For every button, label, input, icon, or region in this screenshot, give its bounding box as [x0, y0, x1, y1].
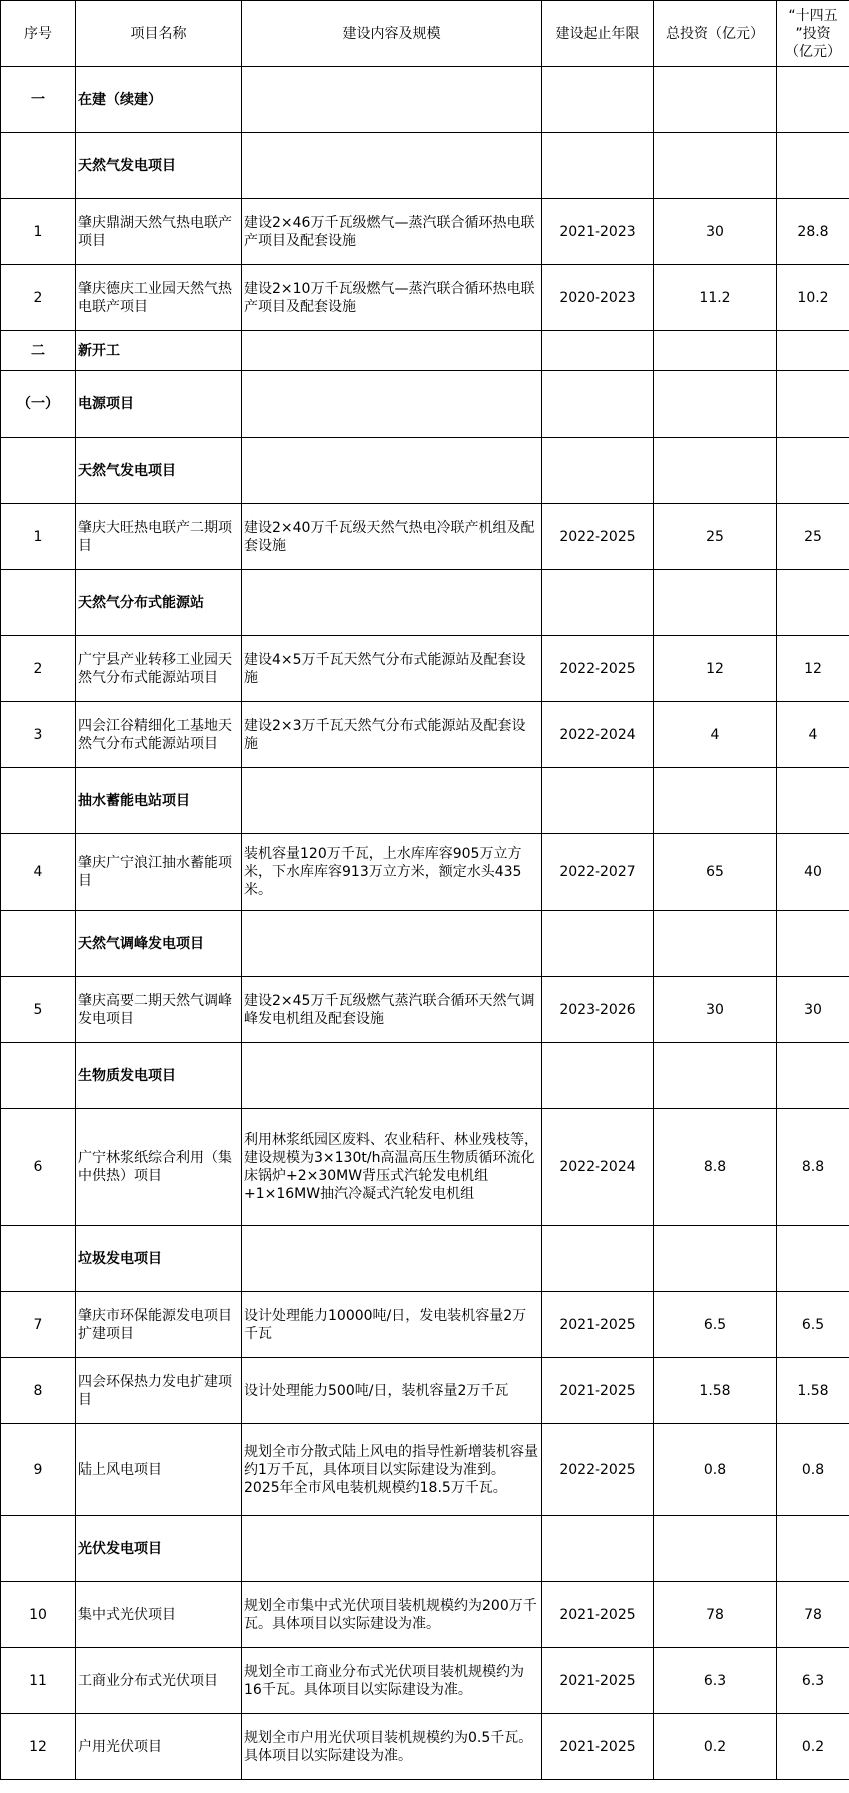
cell-seq [1, 768, 76, 834]
cell-seq [1, 1043, 76, 1109]
cell-total-investment: 0.8 [654, 1424, 777, 1516]
cell-period [542, 371, 654, 438]
header-fyp-investment [777, 1, 849, 67]
header-total-investment: 总投资（亿元） [654, 1, 777, 67]
cell-name: 工商业分布式光伏项目 [76, 1648, 242, 1714]
table-row [1, 1358, 849, 1424]
cell-period: 2021-2025 [542, 1648, 654, 1714]
cell-name: 垃圾发电项目 [76, 1226, 242, 1292]
cell-total-investment: 30 [654, 199, 777, 265]
cell-period: 2021-2025 [542, 1714, 654, 1780]
cell-seq: 1 [1, 504, 76, 570]
cell-period [542, 911, 654, 977]
cell-content: 建设2×46万千瓦级燃气—蒸汽联合循环热电联产项目及配套设施 [242, 199, 542, 265]
cell-total-investment: 30 [654, 977, 777, 1043]
cell-content: 建设2×45万千瓦级燃气蒸汽联合循环天然气调峰发电机组及配套设施 [242, 977, 542, 1043]
table-row [1, 1292, 849, 1358]
table-row [1, 438, 849, 504]
cell-seq [1, 133, 76, 199]
cell-seq: 9 [1, 1424, 76, 1516]
cell-fyp-investment: 10.2 [777, 265, 849, 331]
cell-seq [1, 911, 76, 977]
cell-period [542, 1516, 654, 1582]
cell-name: 光伏发电项目 [76, 1516, 242, 1582]
cell-period [542, 1043, 654, 1109]
cell-name: 天然气发电项目 [76, 438, 242, 504]
cell-name: 肇庆高要二期天然气调峰发电项目 [76, 977, 242, 1043]
cell-content [242, 1226, 542, 1292]
table-row [1, 67, 849, 133]
cell-name: 抽水蓄能电站项目 [76, 768, 242, 834]
cell-name: 新开工 [76, 331, 242, 371]
cell-content [242, 570, 542, 636]
cell-name: 在建（续建） [76, 67, 242, 133]
cell-content [242, 67, 542, 133]
cell-period [542, 768, 654, 834]
cell-fyp-investment [777, 570, 849, 636]
cell-content [242, 911, 542, 977]
cell-total-investment: 0.2 [654, 1714, 777, 1780]
cell-period: 2022-2025 [542, 1424, 654, 1516]
cell-seq: 1 [1, 199, 76, 265]
cell-total-investment [654, 67, 777, 133]
table-row [1, 331, 849, 371]
header-fyp-line2: ”投资 [795, 25, 831, 42]
cell-total-investment [654, 1226, 777, 1292]
cell-fyp-investment [777, 133, 849, 199]
cell-seq: 3 [1, 702, 76, 768]
cell-seq: 一 [1, 67, 76, 133]
cell-seq: 4 [1, 834, 76, 911]
table-row [1, 702, 849, 768]
cell-name: 陆上风电项目 [76, 1424, 242, 1516]
cell-total-investment [654, 371, 777, 438]
cell-fyp-investment [777, 1043, 849, 1109]
table-row [1, 1648, 849, 1714]
cell-name: 生物质发电项目 [76, 1043, 242, 1109]
cell-name: 广宁县产业转移工业园天然气分布式能源站项目 [76, 636, 242, 702]
cell-content: 规划全市工商业分布式光伏项目装机规模约为16千瓦。具体项目以实际建设为准。 [242, 1648, 542, 1714]
table-row [1, 768, 849, 834]
cell-period [542, 67, 654, 133]
cell-period: 2021-2023 [542, 199, 654, 265]
cell-fyp-investment: 25 [777, 504, 849, 570]
cell-name: 肇庆大旺热电联产二期项目 [76, 504, 242, 570]
table-row [1, 977, 849, 1043]
table-row [1, 265, 849, 331]
cell-content: 设计处理能力500吨/日，装机容量2万千瓦 [242, 1358, 542, 1424]
table-row [1, 1714, 849, 1780]
cell-content [242, 331, 542, 371]
header-name: 项目名称 [76, 1, 242, 67]
cell-period: 2020-2023 [542, 265, 654, 331]
cell-period [542, 570, 654, 636]
cell-name: 肇庆德庆工业园天然气热电联产项目 [76, 265, 242, 331]
cell-seq [1, 1516, 76, 1582]
cell-total-investment: 6.5 [654, 1292, 777, 1358]
cell-seq: 2 [1, 265, 76, 331]
cell-content: 规划全市集中式光伏项目装机规模约为200万千瓦。具体项目以实际建设为准。 [242, 1582, 542, 1648]
cell-total-investment [654, 1516, 777, 1582]
cell-fyp-investment: 12 [777, 636, 849, 702]
cell-total-investment: 11.2 [654, 265, 777, 331]
cell-seq [1, 1226, 76, 1292]
cell-period: 2022-2025 [542, 504, 654, 570]
cell-fyp-investment: 40 [777, 834, 849, 911]
cell-name: 户用光伏项目 [76, 1714, 242, 1780]
cell-period: 2022-2024 [542, 1109, 654, 1226]
cell-fyp-investment: 28.8 [777, 199, 849, 265]
cell-total-investment [654, 331, 777, 371]
cell-fyp-investment: 8.8 [777, 1109, 849, 1226]
cell-fyp-investment [777, 371, 849, 438]
cell-total-investment [654, 768, 777, 834]
table-row [1, 1582, 849, 1648]
cell-fyp-investment: 0.2 [777, 1714, 849, 1780]
table-row [1, 504, 849, 570]
cell-seq: 7 [1, 1292, 76, 1358]
cell-content [242, 133, 542, 199]
header-seq: 序号 [1, 1, 76, 67]
cell-fyp-investment: 6.3 [777, 1648, 849, 1714]
header-fyp-line3: （亿元） [785, 43, 841, 60]
cell-name: 天然气分布式能源站 [76, 570, 242, 636]
cell-content: 装机容量120万千瓦，上水库库容905万立方米，下水库库容913万立方米，额定水头435米。 [242, 834, 542, 911]
cell-content: 利用林浆纸园区废料、农业秸秆、林业残枝等，建设规模为3×130t/h高温高压生物质循环流化床锅炉+2×30MW背压式汽轮发电机组+1×16MW抽汽冷凝式汽轮发电机组 [242, 1109, 542, 1226]
cell-fyp-investment [777, 911, 849, 977]
cell-total-investment [654, 438, 777, 504]
cell-period: 2022-2024 [542, 702, 654, 768]
cell-period [542, 133, 654, 199]
header-content: 建设内容及规模 [242, 1, 542, 67]
table-row [1, 1516, 849, 1582]
cell-fyp-investment: 0.8 [777, 1424, 849, 1516]
table-row [1, 1043, 849, 1109]
cell-seq [1, 438, 76, 504]
cell-period: 2021-2025 [542, 1582, 654, 1648]
table-row [1, 636, 849, 702]
cell-name: 四会江谷精细化工基地天然气分布式能源站项目 [76, 702, 242, 768]
cell-total-investment: 65 [654, 834, 777, 911]
cell-name: 广宁林浆纸综合利用（集中供热）项目 [76, 1109, 242, 1226]
header-period: 建设起止年限 [542, 1, 654, 67]
cell-fyp-investment: 6.5 [777, 1292, 849, 1358]
cell-seq: 5 [1, 977, 76, 1043]
cell-total-investment: 1.58 [654, 1358, 777, 1424]
cell-content: 建设2×3万千瓦天然气分布式能源站及配套设施 [242, 702, 542, 768]
cell-total-investment: 4 [654, 702, 777, 768]
cell-fyp-investment [777, 67, 849, 133]
cell-period: 2023-2026 [542, 977, 654, 1043]
cell-seq: 10 [1, 1582, 76, 1648]
table-row [1, 570, 849, 636]
cell-seq: 二 [1, 331, 76, 371]
cell-content [242, 438, 542, 504]
cell-total-investment: 6.3 [654, 1648, 777, 1714]
cell-fyp-investment: 1.58 [777, 1358, 849, 1424]
cell-seq: 8 [1, 1358, 76, 1424]
cell-fyp-investment: 30 [777, 977, 849, 1043]
cell-fyp-investment: 78 [777, 1582, 849, 1648]
cell-name: 天然气调峰发电项目 [76, 911, 242, 977]
cell-total-investment [654, 570, 777, 636]
cell-content [242, 1043, 542, 1109]
cell-seq: （一） [1, 371, 76, 438]
cell-period [542, 331, 654, 371]
cell-seq: 2 [1, 636, 76, 702]
table-row [1, 1226, 849, 1292]
cell-period: 2022-2025 [542, 636, 654, 702]
cell-seq: 11 [1, 1648, 76, 1714]
cell-total-investment: 8.8 [654, 1109, 777, 1226]
cell-name: 集中式光伏项目 [76, 1582, 242, 1648]
table-row [1, 911, 849, 977]
table-row [1, 371, 849, 438]
cell-content [242, 371, 542, 438]
cell-name: 天然气发电项目 [76, 133, 242, 199]
cell-seq: 12 [1, 1714, 76, 1780]
cell-fyp-investment [777, 1226, 849, 1292]
cell-content: 建设4×5万千瓦天然气分布式能源站及配套设施 [242, 636, 542, 702]
cell-content: 建设2×40万千瓦级天然气热电冷联产机组及配套设施 [242, 504, 542, 570]
cell-total-investment: 25 [654, 504, 777, 570]
table-row [1, 834, 849, 911]
cell-fyp-investment [777, 1516, 849, 1582]
cell-content: 规划全市分散式陆上风电的指导性新增装机容量约1万千瓦，具体项目以实际建设为准到。2025年全市风电装机规模约18.5万千瓦。 [242, 1424, 542, 1516]
cell-total-investment [654, 1043, 777, 1109]
cell-name: 肇庆鼎湖天然气热电联产项目 [76, 199, 242, 265]
cell-period [542, 438, 654, 504]
cell-seq [1, 570, 76, 636]
cell-content [242, 1516, 542, 1582]
cell-content [242, 768, 542, 834]
table-row [1, 199, 849, 265]
cell-fyp-investment [777, 438, 849, 504]
cell-total-investment [654, 133, 777, 199]
cell-fyp-investment [777, 331, 849, 371]
table-row [1, 1424, 849, 1516]
cell-content: 建设2×10万千瓦级燃气—蒸汽联合循环热电联产项目及配套设施 [242, 265, 542, 331]
cell-content: 设计处理能力10000吨/日，发电装机容量2万千瓦 [242, 1292, 542, 1358]
header-fyp-line1: “十四五 [788, 7, 838, 24]
cell-name: 肇庆市环保能源发电项目扩建项目 [76, 1292, 242, 1358]
cell-fyp-investment [777, 768, 849, 834]
cell-name: 电源项目 [76, 371, 242, 438]
table-row [1, 133, 849, 199]
header-row [1, 1, 849, 67]
cell-total-investment: 12 [654, 636, 777, 702]
cell-period: 2021-2025 [542, 1358, 654, 1424]
cell-total-investment [654, 911, 777, 977]
table-row [1, 1109, 849, 1226]
cell-period: 2022-2027 [542, 834, 654, 911]
cell-period [542, 1226, 654, 1292]
cell-name: 肇庆广宁浪江抽水蓄能项目 [76, 834, 242, 911]
cell-total-investment: 78 [654, 1582, 777, 1648]
cell-fyp-investment: 4 [777, 702, 849, 768]
cell-name: 四会环保热力发电扩建项目 [76, 1358, 242, 1424]
cell-period: 2021-2025 [542, 1292, 654, 1358]
cell-content: 规划全市户用光伏项目装机规模约为0.5千瓦。具体项目以实际建设为准。 [242, 1714, 542, 1780]
cell-seq: 6 [1, 1109, 76, 1226]
